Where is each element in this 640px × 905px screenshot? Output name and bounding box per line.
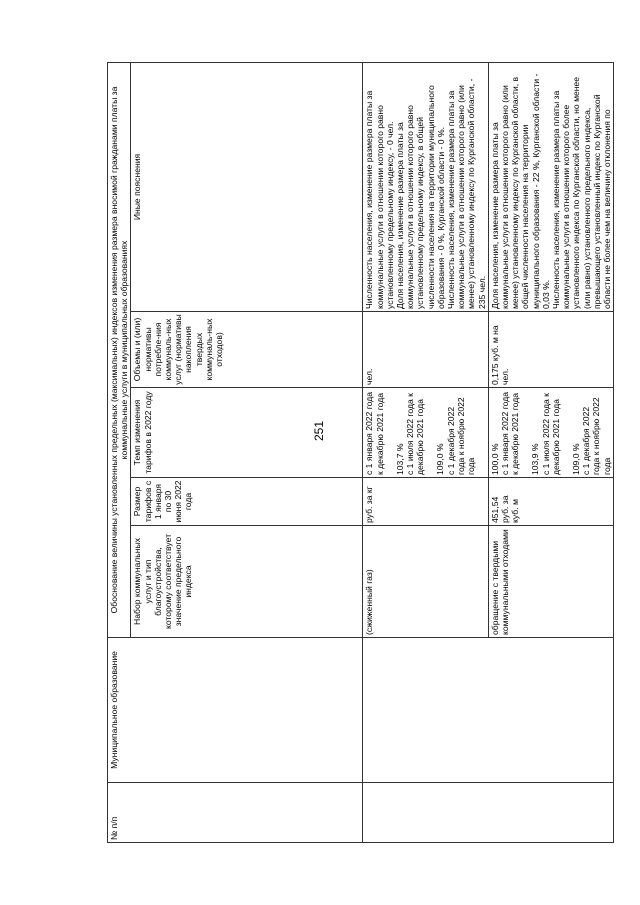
table-row (363, 62, 488, 842)
rate-period: с 1 января 2022 года к декабрю 2021 года (500, 391, 521, 475)
rate-period: с 1 июля 2022 года к декабрю 2021 года (405, 393, 426, 475)
rate-value: 103,9 % (530, 443, 541, 475)
volume-value: 0,175 куб. м на чел. (489, 325, 511, 385)
cell-volume (363, 312, 488, 388)
header-rate: Темп изменения тарифов в 2022 году (131, 388, 363, 478)
page-number: 251 (312, 420, 326, 441)
cell-municipal (363, 638, 614, 783)
service-label: (сжиженный газ) (364, 569, 375, 635)
rate-value: 103,7 % (394, 443, 405, 475)
tariff-value: руб. за кг (364, 486, 375, 523)
rate-value: 109,0 % (435, 443, 446, 475)
header-municipal: Муниципальное образование (108, 638, 363, 783)
header-number: № п/п (108, 783, 363, 843)
volume-value: чел. (364, 368, 375, 385)
rate-value: 100,0 % (489, 443, 500, 475)
header-service-set: Набор коммунальных услуг и тип благоустройства, которому соответствует значение предельного индекса (131, 526, 363, 638)
tariff-value: 451,54 руб. за куб. м (489, 495, 521, 523)
cell-service (488, 526, 613, 638)
rate-period: с 1 декабря 2022 года к ноябрю 2022 года (445, 397, 477, 475)
tariff-justification-table (107, 62, 614, 843)
rate-period: с 1 июля 2022 года к декабрю 2021 года (540, 393, 561, 475)
service-label: обращение с твердыми коммунальными отходами (489, 529, 511, 635)
header-justification: Обоснование величины установленных предельных (максимальных) индексов изменения размера вносимой гражданами платы за коммунальные услуги в муниципальных образованиях (108, 62, 131, 637)
cell-other: Численность населения, изменение размера платы за коммунальные услуги в отношении которого равно установленному предельному индексу, - 0 чел. Доля населения, изменение размера платы за коммунальные услуги в отношении которого равно установленному предельному индексу, в общей численности населения на территории муниципального образования - 0 %, Курганской области - 0 %. Численность населения, изменение размера платы за коммунальные услуги в отношении которого равно (или менее) установленному индексу по Курганской области, - 235 чел. (363, 62, 488, 311)
cell-number (363, 783, 614, 843)
rate-period: с 1 декабря 2022 года к ноябрю 2022 года (581, 397, 612, 475)
header-volume: Объемы и (или) нормативы потребле-ния коммуналь-ных услуг (нормативы накопления твердых коммуналь-ных отходов) (131, 312, 363, 388)
header-tariff: Размер тарифов с 1 января по 30 июня 2022 года (131, 478, 363, 526)
rate-value: 109,0 % (571, 443, 582, 475)
header-other: Иные пояснения (131, 62, 363, 311)
cell-other: Доля населения, изменение размера платы за коммунальные услуги в отношении которого равно (или менее) установленному индексу по Курганской области, в общей численности населения на территории муниципального образования - 22 %, Курганской области - 0,03 %. Численность населения, изменение размера платы за коммунальные услуги в отношении которого более установленного индекса по Курганской области, но менее (или равно) установленного предельного индекса, превышающего установленный индекс по Курганской области не более чем на величину отклонения по (488, 62, 613, 311)
cell-tariff (363, 478, 488, 526)
cell-rate (363, 388, 488, 478)
cell-volume (488, 312, 613, 388)
cell-rate (488, 388, 613, 478)
rate-period: с 1 января 2022 года к декабрю 2021 года (364, 391, 385, 475)
rotated-page (107, 63, 613, 843)
cell-service (363, 526, 488, 638)
cell-tariff (488, 478, 613, 526)
header-row-1 (108, 62, 131, 842)
